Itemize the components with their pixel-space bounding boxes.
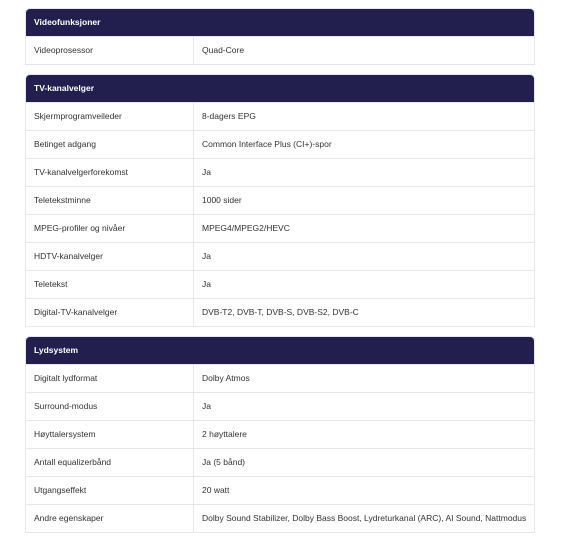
- spec-row: [26, 102, 534, 130]
- section-lydsystem: [25, 336, 535, 533]
- spec-value: 20 watt: [202, 485, 230, 495]
- spec-row: [26, 420, 534, 448]
- spec-label: Surround-modus: [26, 393, 194, 420]
- spec-label: Andre egenskaper: [26, 505, 194, 532]
- spec-value: Dolby Atmos: [202, 373, 250, 383]
- spec-row: [26, 242, 534, 270]
- spec-value: MPEG4/MPEG2/HEVC: [202, 223, 290, 233]
- spec-row: [26, 158, 534, 186]
- spec-value: Ja: [202, 279, 211, 289]
- spec-label: Høyttalersystem: [26, 421, 194, 448]
- spec-row: [26, 504, 534, 532]
- spec-page: [25, 8, 535, 542]
- spec-row: [26, 36, 534, 64]
- spec-value: DVB-T2, DVB-T, DVB-S, DVB-S2, DVB-C: [202, 307, 359, 317]
- spec-value: 8-dagers EPG: [202, 111, 256, 121]
- spec-row: [26, 448, 534, 476]
- spec-label: Digital-TV-kanalvelger: [26, 299, 194, 326]
- spec-label: Skjermprogramveileder: [26, 103, 194, 130]
- spec-row: [26, 186, 534, 214]
- spec-value: Ja: [202, 167, 211, 177]
- spec-label: MPEG-profiler og nivåer: [26, 215, 194, 242]
- spec-value: 1000 sider: [202, 195, 242, 205]
- spec-label: Teletekstminne: [26, 187, 194, 214]
- spec-label: TV-kanalvelgerforekomst: [26, 159, 194, 186]
- spec-row: [26, 270, 534, 298]
- spec-label: Utgangseffekt: [26, 477, 194, 504]
- section-header: TV-kanalvelger: [26, 75, 534, 102]
- spec-row: [26, 130, 534, 158]
- spec-label: Digitalt lydformat: [26, 365, 194, 392]
- spec-value: Quad-Core: [202, 45, 245, 55]
- spec-label: Videoprosessor: [26, 37, 194, 64]
- spec-row: [26, 476, 534, 504]
- spec-value: Common Interface Plus (CI+)-spor: [202, 139, 332, 149]
- spec-value: Dolby Sound Stabilizer, Dolby Bass Boost, Lydreturkanal (ARC), AI Sound, Nattmodus: [202, 513, 527, 523]
- spec-row: [26, 364, 534, 392]
- spec-label: Teletekst: [26, 271, 194, 298]
- section-header: Lydsystem: [26, 337, 534, 364]
- spec-label: Betinget adgang: [26, 131, 194, 158]
- spec-value: Ja: [202, 251, 211, 261]
- spec-row: [26, 392, 534, 420]
- spec-value: Ja (5 bånd): [202, 457, 245, 467]
- section-tv-kanalvelger: [25, 74, 535, 327]
- spec-row: [26, 298, 534, 326]
- spec-value: Ja: [202, 401, 211, 411]
- spec-label: HDTV-kanalvelger: [26, 243, 194, 270]
- section-header: Videofunksjoner: [26, 9, 534, 36]
- section-videofunksjoner: [25, 8, 535, 65]
- spec-value: 2 høyttalere: [202, 429, 247, 439]
- spec-row: [26, 214, 534, 242]
- spec-label: Antall equalizerbånd: [26, 449, 194, 476]
